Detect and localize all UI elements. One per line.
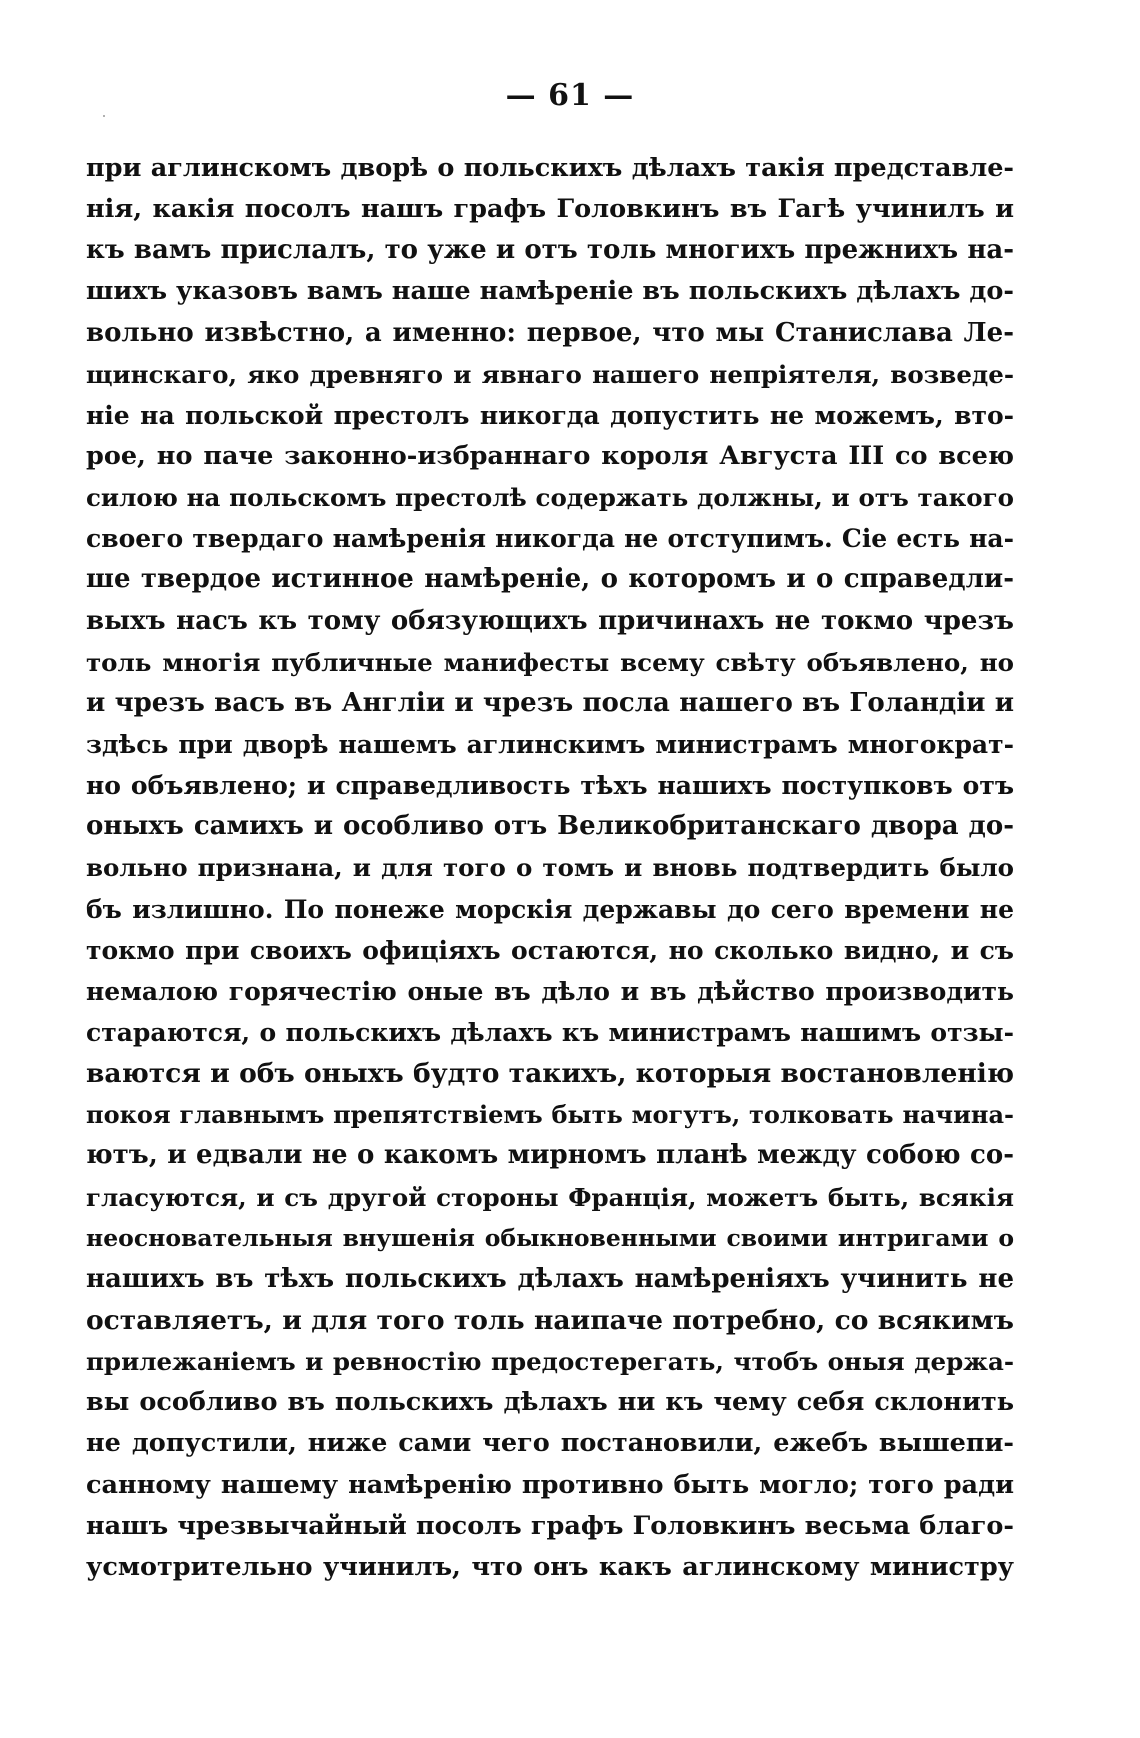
text-line: ніе на польской престолъ никогда допустить не можемъ, вто- (86, 400, 1014, 430)
text-line: щинскаго, яко древняго и явнаго нашего непріятеля, возведе- (86, 359, 1014, 389)
text-line: не допустили, ниже сами чего постановили, ежебъ вышепи- (86, 1428, 1014, 1459)
text-line: своего твердаго намѣренія никогда не отступимъ. Сіе есть на- (86, 524, 1014, 554)
text-line: нія, какія посолъ нашъ графъ Головкинъ въ Гагѣ учинилъ и (86, 194, 1014, 225)
text-line: здѣсь при дворѣ нашемъ аглинскимъ министрамъ многократ- (86, 729, 1014, 759)
text-line: токмо при своихъ офиціяхъ остаются, но сколько видно, и съ (86, 935, 1014, 965)
text-line: неосновательныя внушенія обыкновенными своими интригами о (86, 1223, 1014, 1252)
text-line: но объявлено; и справедливость тѣхъ нашихъ поступковъ отъ (86, 771, 1014, 801)
text-line: прилежаніемъ и ревностію предостерегать, чтобъ оныя держа- (86, 1347, 1014, 1377)
text-line: шихъ указовъ вамъ наше намѣреніе въ польскихъ дѣлахъ до- (86, 276, 1014, 307)
text-line: вы особливо въ польскихъ дѣлахъ ни къ чему себя склонить (86, 1387, 1014, 1418)
text-line: рое, но паче законно-избраннаго короля Августа III со всею (86, 440, 1014, 471)
text-line: гласуются, и съ другой стороны Франція, можетъ быть, всякія (86, 1182, 1014, 1212)
text-line: санному нашему намѣренію противно быть могло; того ради (86, 1469, 1014, 1500)
text-line: толь многія публичные манифесты всему свѣту объявлено, но (86, 647, 1014, 677)
text-line: стараются, о польскихъ дѣлахъ къ министрамъ нашимъ отзы- (86, 1017, 1014, 1047)
text-line: нашихъ въ тѣхъ польскихъ дѣлахъ намѣреніяхъ учинить не (86, 1263, 1014, 1294)
text-line: къ вамъ прислалъ, то уже и отъ толь многихъ прежнихъ на- (86, 235, 1014, 266)
text-line: ютъ, и едвали не о какомъ мирномъ планѣ между собою со- (86, 1140, 1014, 1171)
print-speck (103, 115, 105, 117)
page-number: — 61 — (505, 78, 635, 113)
body-text (86, 148, 1014, 1588)
text-line: силою на польскомъ престолѣ содержать должны, и отъ такого (86, 483, 1014, 513)
text-line: вольно признана, и для того о томъ и вновь подтвердить было (86, 853, 1014, 883)
text-line: бъ излишно. По понеже морскія державы до сего времени не (86, 894, 1014, 924)
text-line: ваются и объ оныхъ будто такихъ, которыя востановленію (86, 1058, 1014, 1090)
text-line: и чрезъ васъ въ Англіи и чрезъ посла нашего въ Голандіи и (86, 687, 1014, 718)
text-line: выхъ насъ къ тому обязующихъ причинахъ не токмо чрезъ (86, 605, 1014, 636)
text-line: усмотрительно учинилъ, что онъ какъ аглинскому министру (86, 1551, 1014, 1582)
text-line: вольно извѣстно, а именно: первое, что мы Станислава Ле- (86, 317, 1014, 348)
text-line: покоя главнымъ препятствіемъ быть могутъ, толковать начина- (86, 1100, 1014, 1130)
text-line: оставляетъ, и для того толь наипаче потребно, со всякимъ (86, 1304, 1014, 1336)
text-line: при аглинскомъ дворѣ о польскихъ дѣлахъ такія представле- (86, 153, 1014, 183)
text-line: немалою горячестію оные въ дѣло и въ дѣйство производить (86, 976, 1014, 1006)
text-line: оныхъ самихъ и особливо отъ Великобританскаго двора до- (86, 811, 1014, 842)
text-line: ше твердое истинное намѣреніе, о которомъ и о справедли- (86, 564, 1014, 595)
text-line: нашъ чрезвычайный посолъ графъ Головкинъ весьма благо- (86, 1510, 1014, 1541)
